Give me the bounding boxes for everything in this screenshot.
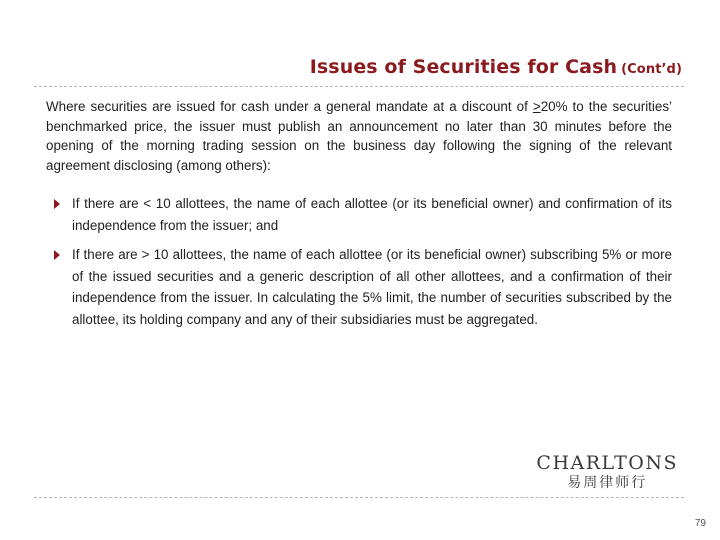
bullet-text: If there are < 10 allottees, the name of each allottee (or its beneficial owner) and confirmation of its independence from the issuer; and — [72, 196, 672, 233]
intro-paragraph — [46, 97, 672, 175]
triangle-bullet-icon — [54, 199, 60, 209]
bullet-item — [46, 193, 672, 236]
triangle-bullet-icon — [54, 250, 60, 260]
intro-ge-symbol: > — [532, 99, 541, 114]
charltons-logo — [536, 452, 678, 492]
slide-title — [310, 56, 682, 78]
logo-chinese-name: 易周律师行 — [567, 475, 648, 491]
top-divider — [34, 86, 684, 87]
bullet-item — [46, 244, 672, 330]
page-number: 79 — [694, 518, 706, 529]
intro-text-before: Where securities are issued for cash under a general mandate at a discount of — [46, 99, 533, 114]
bullet-text: If there are > 10 allottees, the name of each allottee (or its beneficial owner) subscribing 5% or more of the issued securities and a generic description of all other allottees, and a confirmation of their independence from the issuer. In calculating the 5% limit, the number of securities subscribed by the allottee, its holding company and any of their subsidiaries must be aggregated. — [72, 247, 672, 327]
logo-wordmark: CHARLTONS — [536, 452, 678, 474]
bullet-list — [46, 193, 672, 338]
slide-title-main: Issues of Securities for Cash — [309, 56, 618, 78]
slide-title-suffix: (Cont’d) — [621, 62, 682, 77]
intro-text-after: 20% to the securities’ benchmarked price, the issuer must publish an announcement no later than 30 minutes before the opening of the morning trading session on the business day following the signing of the relevant agreement disclosing (among others): — [46, 99, 672, 173]
bottom-divider — [34, 497, 684, 498]
